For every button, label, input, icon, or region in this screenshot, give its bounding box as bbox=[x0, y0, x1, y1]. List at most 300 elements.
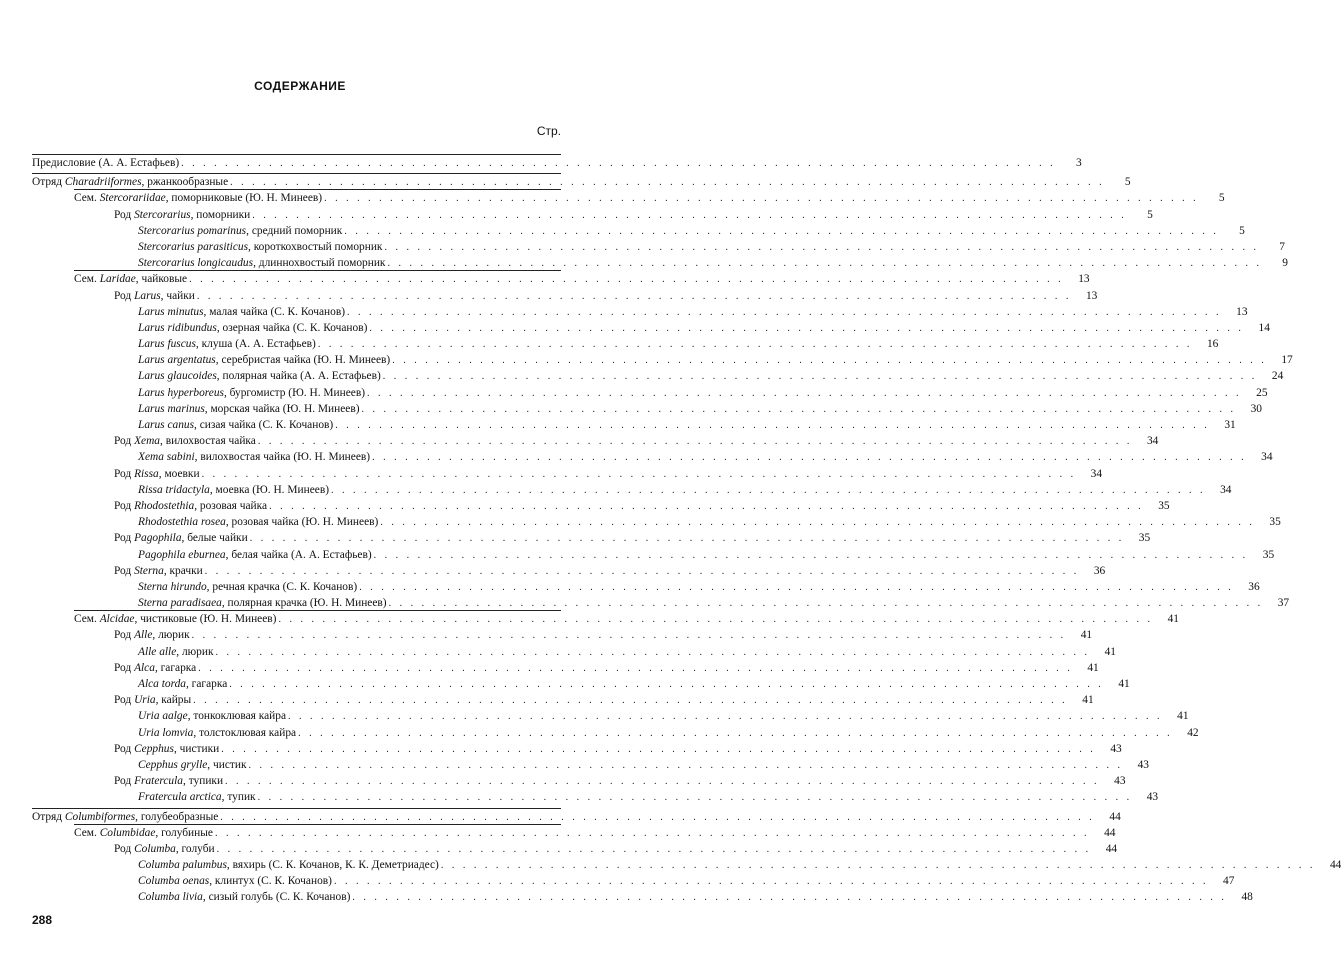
toc-page-number: 13 bbox=[1085, 289, 1098, 302]
toc-entry bbox=[114, 741, 1122, 757]
toc-entry-text: , серебристая чайка (Ю. Н. Минеев) bbox=[215, 354, 391, 367]
toc-entry bbox=[138, 482, 1232, 498]
page-column-header: Стр. bbox=[536, 124, 561, 138]
toc-entry-taxon: Columbiformes bbox=[64, 810, 136, 823]
toc-entry-title bbox=[74, 611, 278, 627]
toc-entry-taxon: Columba bbox=[134, 842, 176, 855]
toc-leader-dots: . . . . . . . . . . . . . . . . . . . . . . . . . . . . . . . . . . . . . . . . . . . . . . . . . . . . . . . . . . . . . . . . . . . . . . . . . . . . . . . . bbox=[347, 306, 1222, 318]
toc-row bbox=[0, 304, 1248, 320]
toc-entry-taxon: Larus fuscus bbox=[138, 338, 196, 351]
toc-page-number: 42 bbox=[1187, 726, 1199, 739]
toc-entry-text: , полярная крачка (Ю. Н. Минеев) bbox=[221, 597, 387, 610]
toc-page-number: 5 bbox=[1218, 192, 1225, 205]
toc-page-number: 43 bbox=[1114, 775, 1126, 788]
toc-entry-text: , вилохвостая чайка (Ю. Н. Минеев) bbox=[194, 451, 371, 464]
toc-entry-prefix: Отряд bbox=[32, 176, 65, 189]
toc-entry bbox=[114, 660, 1099, 676]
toc-entry-title bbox=[114, 498, 269, 514]
toc-entry-taxon: Larus canus bbox=[138, 419, 195, 431]
toc-entry-text: , озерная чайка (С. К. Кочанов) bbox=[216, 321, 368, 334]
toc-row bbox=[0, 841, 1118, 857]
toc-entry-taxon: Fratercula bbox=[134, 775, 183, 788]
toc-entry-taxon: Xema sabini bbox=[138, 451, 195, 464]
toc-entry bbox=[138, 547, 1275, 563]
toc-entry-text: , поморники bbox=[190, 208, 251, 221]
toc-page-number: 47 bbox=[1223, 875, 1235, 888]
toc-entry-taxon: Larus ridibundus bbox=[138, 321, 217, 334]
table-of-contents bbox=[0, 155, 1341, 906]
toc-leader-dots: . . . . . . . . . . . . . . . . . . . . . . . . . . . . . . . . . . . . . . . . . . . . . . . . . . . . . . . . . . . . . . . . . . . . . . . . . . . . . . . . bbox=[373, 549, 1249, 561]
toc-entry bbox=[138, 255, 1288, 271]
toc-entry-text: , клуша (А. А. Естафьев) bbox=[195, 338, 316, 351]
toc-divider bbox=[74, 189, 561, 190]
toc-leader-dots: . . . . . . . . . . . . . . . . . . . . . . . . . . . . . . . . . . . . . . . . . . . . . . . . . . . . . . . . . . . . . . . . . . . . . . . . . . . . . . . . bbox=[382, 371, 1258, 383]
toc-entry bbox=[114, 433, 1159, 449]
toc-entry-text: , малая чайка (С. К. Кочанов) bbox=[203, 305, 346, 318]
toc-entry-prefix: Род bbox=[114, 467, 135, 480]
toc-entry-taxon: Pagophila bbox=[134, 532, 182, 545]
toc-entry-taxon: Rhodostethia rosea bbox=[138, 516, 226, 529]
toc-leader-dots: . . . . . . . . . . . . . . . . . . . . . . . . . . . . . . . . . . . . . . . . . . . . . . . . . . . . . . . . . . . . . . . . . . . . . . . . . . . . . . . . bbox=[216, 843, 1092, 855]
toc-entry-prefix: Род bbox=[114, 661, 135, 674]
toc-page-number: 41 bbox=[1118, 678, 1130, 690]
toc-entry-text: , ржанкообразные bbox=[141, 176, 229, 189]
toc-leader-dots: . . . . . . . . . . . . . . . . . . . . . . . . . . . . . . . . . . . . . . . . . . . . . . . . . . . . . . . . . . . . . . . . . . . . . . . . . . . . . . . . bbox=[181, 158, 1056, 169]
toc-divider bbox=[32, 808, 561, 809]
toc-entry bbox=[32, 155, 1082, 171]
toc-leader-dots: . . . . . . . . . . . . . . . . . . . . . . . . . . . . . . . . . . . . . . . . . . . . . . . . . . . . . . . . . . . . . . . . . . . . . . . . . . . . . . . . bbox=[220, 811, 1095, 823]
toc-entry bbox=[138, 368, 1284, 384]
toc-entry bbox=[138, 304, 1248, 320]
toc-entry-prefix: Род bbox=[114, 499, 135, 512]
toc-entry-prefix: Род bbox=[114, 289, 135, 302]
toc-entry bbox=[138, 789, 1159, 805]
toc-page-number: 5 bbox=[1124, 176, 1131, 189]
toc-entry-prefix: Род bbox=[114, 842, 135, 855]
toc-entry-title bbox=[138, 514, 380, 530]
toc-page-number: 13 bbox=[1236, 305, 1248, 318]
toc-entry bbox=[114, 773, 1126, 789]
toc-leader-dots: . . . . . . . . . . . . . . . . . . . . . . . . . . . . . . . . . . . . . . . . . . . . . . . . . . . . . . . . . . . . . . . . . . . . . . . . . . . . . . . . bbox=[221, 743, 1096, 755]
toc-entry-title bbox=[138, 708, 288, 724]
toc-entry-title bbox=[138, 223, 344, 239]
toc-entry-title bbox=[138, 255, 387, 271]
toc-entry-prefix: Род bbox=[114, 564, 135, 577]
toc-row bbox=[0, 433, 1159, 449]
toc-entry-text: , клинтух (С. К. Кочанов) bbox=[209, 875, 332, 888]
toc-page-number: 35 bbox=[1138, 532, 1151, 545]
toc-entry-text: , сизая чайка (С. К. Кочанов) bbox=[194, 419, 334, 431]
toc-row bbox=[0, 873, 1235, 889]
toc-entry-text: , речная крачка (С. К. Кочанов) bbox=[206, 580, 358, 593]
toc-leader-dots: . . . . . . . . . . . . . . . . . . . . . . . . . . . . . . . . . . . . . . . . . . . . . . . . . . . . . . . . . . . . . . . . . . . . . . . . . . . . . . . . bbox=[367, 387, 1242, 399]
toc-entry-text: , вяхирь (С. К. Кочанов, К. К. Деметриадес) bbox=[226, 859, 439, 872]
toc-row bbox=[0, 595, 1290, 611]
toc-entry-title bbox=[32, 155, 181, 171]
toc-row bbox=[0, 401, 1262, 417]
toc-row bbox=[0, 611, 1179, 627]
toc-leader-dots: . . . . . . . . . . . . . . . . . . . . . . . . . . . . . . . . . . . . . . . . . . . . . . . . . . . . . . . . . . . . . . . . . . . . . . . . . . . . . . . . bbox=[249, 533, 1125, 545]
toc-entry bbox=[138, 336, 1219, 352]
toc-entry-taxon: Alle bbox=[134, 629, 153, 642]
toc-entry-taxon: Larus hyperboreus bbox=[138, 386, 224, 399]
toc-entry-taxon: Alle alle bbox=[138, 645, 177, 658]
toc-entry-text: , чистик bbox=[207, 758, 247, 771]
toc-entry-prefix: Сем. bbox=[74, 273, 100, 286]
toc-row bbox=[0, 385, 1268, 401]
toc-entry-title bbox=[138, 385, 367, 401]
toc-entry-text: , чайки bbox=[160, 289, 195, 302]
toc-leader-dots: . . . . . . . . . . . . . . . . . . . . . . . . . . . . . . . . . . . . . . . . . . . . . . . . . . . . . . . . . . . . . . . . . . . . . . . . . . . . . . . . bbox=[372, 452, 1247, 464]
toc-row bbox=[0, 255, 1288, 271]
toc-entry-title bbox=[138, 857, 441, 873]
toc-entry-title bbox=[114, 563, 205, 579]
toc-row bbox=[0, 207, 1153, 223]
toc-entry-taxon: Laridae bbox=[99, 273, 136, 286]
toc-entry-text: , короткохвостый поморник bbox=[248, 240, 383, 253]
toc-leader-dots: . . . . . . . . . . . . . . . . . . . . . . . . . . . . . . . . . . . . . . . . . . . . . . . . . . . . . . . . . . . . . . . . . . . . . . . . . . . . . . . . bbox=[214, 827, 1090, 839]
toc-leader-dots: . . . . . . . . . . . . . . . . . . . . . . . . . . . . . . . . . . . . . . . . . . . . . . . . . . . . . . . . . . . . . . . . . . . . . . . . . . . . . . . . bbox=[278, 614, 1153, 626]
toc-entry-text: , чайковые bbox=[135, 273, 188, 286]
toc-entry-title bbox=[74, 190, 324, 206]
toc-entry-text: , розовая чайка bbox=[194, 499, 268, 512]
toc-page-number: 44 bbox=[1329, 859, 1341, 872]
toc-entry bbox=[114, 563, 1106, 579]
toc-entry bbox=[138, 223, 1245, 239]
toc-row bbox=[0, 271, 1090, 287]
toc-page-number: 5 bbox=[1147, 208, 1153, 221]
toc-entry-title bbox=[138, 482, 331, 498]
toc-entry-title bbox=[74, 271, 189, 287]
toc-entry-title bbox=[114, 433, 258, 449]
toc-row bbox=[0, 660, 1099, 676]
toc-entry-text: , средний поморник bbox=[246, 224, 343, 237]
toc-entry-text: , вилохвостая чайка bbox=[160, 435, 256, 448]
toc-entry-taxon: Columba palumbus bbox=[138, 859, 227, 872]
toc-entry bbox=[138, 352, 1293, 368]
toc-leader-dots: . . . . . . . . . . . . . . . . . . . . . . . . . . . . . . . . . . . . . . . . . . . . . . . . . . . . . . . . . . . . . . . . . . . . . . . . . . . . . . . . bbox=[359, 581, 1234, 593]
toc-row bbox=[0, 320, 1270, 336]
toc-entry-title bbox=[138, 239, 384, 255]
toc-entry-text: , полярная чайка (А. А. Естафьев) bbox=[216, 370, 381, 383]
toc-entry-title bbox=[114, 466, 202, 482]
toc-leader-dots: . . . . . . . . . . . . . . . . . . . . . . . . . . . . . . . . . . . . . . . . . . . . . . . . . . . . . . . . . . . . . . . . . . . . . . . . . . . . . . . . bbox=[257, 436, 1133, 448]
toc-page-number: 44 bbox=[1109, 810, 1121, 823]
toc-entry-taxon: Xema bbox=[134, 435, 160, 448]
toc-row bbox=[0, 676, 1130, 692]
toc-leader-dots: . . . . . . . . . . . . . . . . . . . . . . . . . . . . . . . . . . . . . . . . . . . . . . . . . . . . . . . . . . . . . . . . . . . . . . . . . . . . . . . . bbox=[193, 695, 1068, 707]
toc-leader-dots: . . . . . . . . . . . . . . . . . . . . . . . . . . . . . . . . . . . . . . . . . . . . . . . . . . . . . . . . . . . . . . . . . . . . . . . . . . . . . . . . bbox=[361, 403, 1236, 415]
toc-leader-dots: . . . . . . . . . . . . . . . . . . . . . . . . . . . . . . . . . . . . . . . . . . . . . . . . . . . . . . . . . . . . . . . . . . . . . . . . . . . . . . . . bbox=[380, 517, 1255, 529]
toc-entry-title bbox=[138, 789, 258, 805]
toc-entry-title bbox=[114, 627, 192, 643]
toc-leader-dots: . . . . . . . . . . . . . . . . . . . . . . . . . . . . . . . . . . . . . . . . . . . . . . . . . . . . . . . . . . . . . . . . . . . . . . . . . . . . . . . . bbox=[324, 193, 1199, 205]
toc-entry bbox=[74, 190, 1225, 206]
toc-entry-taxon: Alca bbox=[134, 661, 155, 674]
toc-entry-taxon: Charadriiformes bbox=[64, 176, 142, 189]
toc-page-number: 41 bbox=[1087, 661, 1099, 674]
toc-entry-prefix: Отряд bbox=[32, 810, 65, 823]
toc-entry-taxon: Stercorarius longicaudus bbox=[138, 257, 254, 270]
toc-row bbox=[0, 757, 1149, 773]
toc-entry-title bbox=[138, 579, 359, 595]
toc-entry-title bbox=[138, 368, 383, 384]
toc-entry-taxon: Stercorarius bbox=[134, 208, 191, 221]
toc-entry-taxon: Sterna hirundo bbox=[138, 580, 207, 593]
toc-entry-taxon: Stercorariidae bbox=[99, 192, 166, 205]
toc-entry bbox=[138, 857, 1341, 873]
toc-entry-title bbox=[114, 773, 225, 789]
toc-leader-dots: . . . . . . . . . . . . . . . . . . . . . . . . . . . . . . . . . . . . . . . . . . . . . . . . . . . . . . . . . . . . . . . . . . . . . . . . . . . . . . . . bbox=[204, 565, 1080, 577]
toc-entry-title bbox=[138, 336, 318, 352]
toc-page-number: 44 bbox=[1105, 842, 1118, 855]
toc-entry-title bbox=[114, 841, 217, 857]
toc-page-number: 13 bbox=[1078, 273, 1090, 286]
toc-entry-taxon: Columba oenas bbox=[138, 875, 210, 888]
toc-entry-text: , гагарка bbox=[154, 661, 197, 674]
toc-row bbox=[0, 239, 1285, 255]
toc-leader-dots: . . . . . . . . . . . . . . . . . . . . . . . . . . . . . . . . . . . . . . . . . . . . . . . . . . . . . . . . . . . . . . . . . . . . . . . . . . . . . . . . bbox=[288, 711, 1163, 723]
toc-entry bbox=[114, 841, 1118, 857]
page-number: 288 bbox=[32, 913, 53, 927]
toc-row bbox=[0, 579, 1260, 595]
toc-entry-text: , розовая чайка (Ю. Н. Минеев) bbox=[225, 516, 379, 529]
toc-entry-taxon: Larus marinus bbox=[138, 402, 205, 415]
toc-entry bbox=[74, 825, 1116, 841]
toc-leader-dots: . . . . . . . . . . . . . . . . . . . . . . . . . . . . . . . . . . . . . . . . . . . . . . . . . . . . . . . . . . . . . . . . . . . . . . . . . . . . . . . . bbox=[189, 274, 1064, 286]
toc-entry-title bbox=[138, 547, 374, 563]
toc-entry-title bbox=[138, 304, 347, 320]
toc-row bbox=[0, 741, 1122, 757]
toc-page-number: 48 bbox=[1241, 891, 1253, 904]
toc-row bbox=[0, 773, 1126, 789]
toc-page-number: 25 bbox=[1256, 386, 1268, 399]
toc-entry-taxon: Larus argentatus bbox=[138, 354, 216, 367]
toc-row bbox=[0, 174, 1131, 190]
toc-leader-dots: . . . . . . . . . . . . . . . . . . . . . . . . . . . . . . . . . . . . . . . . . . . . . . . . . . . . . . . . . . . . . . . . . . . . . . . . . . . . . . . . bbox=[344, 225, 1219, 237]
toc-entry-taxon: Rissa tridactyla bbox=[138, 483, 210, 496]
toc-entry-prefix: Род bbox=[114, 742, 135, 755]
toc-leader-dots: . . . . . . . . . . . . . . . . . . . . . . . . . . . . . . . . . . . . . . . . . . . . . . . . . . . . . . . . . . . . . . . . . . . . . . . . . . . . . . . . bbox=[335, 420, 1210, 431]
toc-page-number: 41 bbox=[1167, 613, 1179, 626]
toc-leader-dots: . . . . . . . . . . . . . . . . . . . . . . . . . . . . . . . . . . . . . . . . . . . . . . . . . . . . . . . . . . . . . . . . . . . . . . . . . . . . . . . . bbox=[331, 484, 1206, 496]
toc-divider bbox=[32, 154, 561, 155]
toc-page-number: 34 bbox=[1090, 467, 1103, 480]
toc-entry-text: , моевка (Ю. Н. Минеев) bbox=[209, 483, 329, 496]
toc-entry bbox=[138, 239, 1285, 255]
toc-leader-dots: . . . . . . . . . . . . . . . . . . . . . . . . . . . . . . . . . . . . . . . . . . . . . . . . . . . . . . . . . . . . . . . . . . . . . . . . . . . . . . . . bbox=[369, 322, 1244, 334]
toc-entry-prefix: Сем. bbox=[74, 192, 100, 205]
toc-row bbox=[0, 155, 1082, 171]
toc-entry-title bbox=[138, 417, 335, 433]
toc-leader-dots: . . . . . . . . . . . . . . . . . . . . . . . . . . . . . . . . . . . . . . . . . . . . . . . . . . . . . . . . . . . . . . . . . . . . . . . . . . . . . . . . bbox=[388, 598, 1264, 610]
page-title: СОДЕРЖАНИЕ bbox=[254, 79, 346, 93]
toc-leader-dots: . . . . . . . . . . . . . . . . . . . . . . . . . . . . . . . . . . . . . . . . . . . . . . . . . . . . . . . . . . . . . . . . . . . . . . . . . . . . . . . . bbox=[198, 662, 1073, 674]
toc-entry-taxon: Uria aalge bbox=[138, 710, 188, 723]
toc-row bbox=[0, 857, 1341, 873]
toc-entry bbox=[114, 207, 1153, 223]
toc-entry-taxon: Stercorarius pomarinus bbox=[138, 224, 247, 237]
toc-entry-title bbox=[138, 889, 352, 905]
toc-entry-text: , белая чайка (А. А. Естафьев) bbox=[225, 548, 372, 561]
toc-entry-taxon: Sterna bbox=[134, 564, 164, 577]
toc-page-number: 14 bbox=[1258, 321, 1270, 334]
toc-entry-taxon: Uria bbox=[134, 694, 156, 707]
toc-page-number: 43 bbox=[1137, 758, 1149, 771]
toc-row bbox=[0, 498, 1170, 514]
toc-row bbox=[0, 627, 1093, 643]
toc-entry-taxon: Uria lomvia bbox=[138, 726, 194, 739]
toc-page-number: 41 bbox=[1104, 645, 1116, 658]
toc-entry-title bbox=[138, 725, 298, 741]
toc-page-number: 36 bbox=[1093, 564, 1106, 577]
toc-entry-taxon: Rissa bbox=[134, 467, 159, 480]
toc-entry bbox=[32, 174, 1131, 190]
toc-entry-taxon: Larus minutus bbox=[138, 305, 204, 318]
toc-page-number: 43 bbox=[1110, 742, 1122, 755]
toc-row bbox=[0, 825, 1116, 841]
toc-entry-taxon: Stercorarius parasiticus bbox=[138, 240, 249, 253]
toc-entry bbox=[138, 320, 1270, 336]
toc-row bbox=[0, 190, 1225, 206]
toc-row bbox=[0, 514, 1281, 530]
toc-page-number: 36 bbox=[1248, 580, 1260, 593]
toc-entry-title bbox=[138, 757, 248, 773]
toc-row bbox=[0, 889, 1253, 905]
toc-entry bbox=[114, 627, 1093, 643]
toc-entry-title bbox=[32, 174, 230, 190]
toc-entry-text: , толстоклювая кайра bbox=[193, 726, 297, 739]
toc-row bbox=[0, 692, 1094, 708]
toc-row bbox=[0, 708, 1189, 724]
toc-entry-text: , голубеобразные bbox=[135, 810, 219, 823]
toc-entry-text: , сизый голубь (С. К. Кочанов) bbox=[202, 891, 351, 904]
toc-row bbox=[0, 789, 1159, 805]
toc-entry-text: , голубиные bbox=[155, 826, 213, 839]
toc-leader-dots: . . . . . . . . . . . . . . . . . . . . . . . . . . . . . . . . . . . . . . . . . . . . . . . . . . . . . . . . . . . . . . . . . . . . . . . . . . . . . . . . bbox=[230, 177, 1105, 189]
toc-row bbox=[0, 288, 1098, 304]
toc-leader-dots: . . . . . . . . . . . . . . . . . . . . . . . . . . . . . . . . . . . . . . . . . . . . . . . . . . . . . . . . . . . . . . . . . . . . . . . . . . . . . . . . bbox=[269, 500, 1144, 512]
toc-page-number: 41 bbox=[1082, 694, 1094, 707]
toc-entry-taxon: Sterna paradisaea bbox=[138, 597, 222, 610]
toc-entry bbox=[138, 401, 1262, 417]
toc-row bbox=[0, 352, 1293, 368]
toc-entry-title bbox=[114, 692, 193, 708]
toc-entry-title bbox=[138, 352, 392, 368]
toc-entry bbox=[138, 417, 1236, 433]
toc-leader-dots: . . . . . . . . . . . . . . . . . . . . . . . . . . . . . . . . . . . . . . . . . . . . . . . . . . . . . . . . . . . . . . . . . . . . . . . . . . . . . . . . bbox=[352, 892, 1227, 904]
toc-entry-taxon: Cepphus grylle bbox=[138, 758, 208, 771]
toc-entry-title bbox=[114, 207, 252, 223]
toc-page-number: 41 bbox=[1080, 629, 1093, 642]
toc-entry-taxon: Fratercula arctica bbox=[138, 791, 222, 804]
toc-entry-title bbox=[138, 449, 372, 465]
toc-row bbox=[0, 449, 1273, 465]
toc-entry-prefix: Род bbox=[114, 629, 135, 642]
toc-entry-text: , тонкоклювая кайра bbox=[187, 710, 287, 723]
toc-entry-text: , бургомистр (Ю. Н. Минеев) bbox=[223, 386, 366, 399]
toc-leader-dots: . . . . . . . . . . . . . . . . . . . . . . . . . . . . . . . . . . . . . . . . . . . . . . . . . . . . . . . . . . . . . . . . . . . . . . . . . . . . . . . . bbox=[317, 339, 1193, 351]
toc-row bbox=[0, 725, 1199, 741]
toc-entry-text: , чистиковые (Ю. Н. Минеев) bbox=[134, 613, 277, 626]
toc-entry-text: , чистики bbox=[173, 742, 220, 755]
toc-entry-taxon: Cepphus bbox=[134, 742, 174, 755]
toc-leader-dots: . . . . . . . . . . . . . . . . . . . . . . . . . . . . . . . . . . . . . . . . . . . . . . . . . . . . . . . . . . . . . . . . . . . . . . . . . . . . . . . . bbox=[257, 792, 1133, 804]
toc-entry bbox=[138, 725, 1199, 741]
toc-leader-dots: . . . . . . . . . . . . . . . . . . . . . . . . . . . . . . . . . . . . . . . . . . . . . . . . . . . . . . . . . . . . . . . . . . . . . . . . . . . . . . . . bbox=[196, 290, 1072, 302]
toc-page-number: 41 bbox=[1177, 710, 1189, 723]
toc-row bbox=[0, 466, 1103, 482]
toc-row bbox=[0, 368, 1284, 384]
toc-entry bbox=[114, 288, 1098, 304]
toc-entry-title bbox=[138, 676, 229, 692]
toc-entry bbox=[138, 514, 1281, 530]
toc-page-number: 37 bbox=[1277, 597, 1290, 610]
toc-leader-dots: . . . . . . . . . . . . . . . . . . . . . . . . . . . . . . . . . . . . . . . . . . . . . . . . . . . . . . . . . . . . . . . . . . . . . . . . . . . . . . . . bbox=[191, 630, 1067, 642]
toc-entry-text: , длиннохвостый поморник bbox=[253, 257, 386, 270]
toc-entry bbox=[138, 873, 1235, 889]
toc-entry-title bbox=[74, 825, 215, 841]
toc-entry bbox=[74, 611, 1179, 627]
toc-entry-prefix: Род bbox=[114, 694, 135, 707]
toc-row bbox=[0, 530, 1151, 546]
toc-page-number: 35 bbox=[1269, 516, 1281, 529]
toc-entry-prefix: Род bbox=[114, 532, 135, 545]
toc-page-number: 17 bbox=[1281, 354, 1293, 367]
toc-entry-title bbox=[114, 530, 250, 546]
toc-entry-title bbox=[114, 741, 221, 757]
toc-entry bbox=[114, 692, 1094, 708]
toc-entry-text: , моевки bbox=[158, 467, 200, 480]
toc-entry bbox=[138, 889, 1253, 905]
toc-entry bbox=[138, 644, 1116, 660]
toc-leader-dots: . . . . . . . . . . . . . . . . . . . . . . . . . . . . . . . . . . . . . . . . . . . . . . . . . . . . . . . . . . . . . . . . . . . . . . . . . . . . . . . . bbox=[392, 355, 1267, 367]
toc-row bbox=[0, 644, 1116, 660]
toc-page-number: 35 bbox=[1262, 548, 1275, 561]
toc-entry-text: , тупик bbox=[221, 791, 256, 804]
toc-entry bbox=[138, 595, 1290, 611]
toc-leader-dots: . . . . . . . . . . . . . . . . . . . . . . . . . . . . . . . . . . . . . . . . . . . . . . . . . . . . . . . . . . . . . . . . . . . . . . . . . . . . . . . . bbox=[201, 468, 1077, 480]
toc-row bbox=[0, 482, 1232, 498]
toc-entry-text: , люрик bbox=[152, 629, 190, 642]
toc-entry bbox=[138, 757, 1149, 773]
toc-entry-taxon: Larus bbox=[134, 289, 161, 302]
toc-entry-prefix: Сем. bbox=[74, 613, 100, 626]
toc-entry-prefix: Род bbox=[114, 208, 135, 221]
toc-entry-text: , белые чайки bbox=[181, 532, 248, 545]
toc-page-number: 43 bbox=[1146, 791, 1159, 804]
toc-entry-title bbox=[114, 288, 197, 304]
toc-entry bbox=[114, 498, 1170, 514]
toc-page-number: 9 bbox=[1282, 257, 1288, 270]
toc-entry-title bbox=[114, 660, 198, 676]
toc-entry bbox=[138, 676, 1130, 692]
toc-entry bbox=[32, 809, 1121, 825]
toc-leader-dots: . . . . . . . . . . . . . . . . . . . . . . . . . . . . . . . . . . . . . . . . . . . . . . . . . . . . . . . . . . . . . . . . . . . . . . . . . . . . . . . . bbox=[225, 776, 1100, 788]
toc-page-number: 35 bbox=[1158, 499, 1170, 512]
toc-entry-taxon: Larus glaucoides bbox=[138, 370, 217, 383]
toc-row bbox=[0, 547, 1275, 563]
toc-entry-title bbox=[138, 401, 362, 417]
toc-entry bbox=[74, 271, 1090, 287]
toc-entry bbox=[114, 466, 1103, 482]
toc-page-number: 44 bbox=[1104, 826, 1116, 839]
toc-entry-taxon: Pagophila eburnea bbox=[138, 548, 226, 561]
toc-leader-dots: . . . . . . . . . . . . . . . . . . . . . . . . . . . . . . . . . . . . . . . . . . . . . . . . . . . . . . . . . . . . . . . . . . . . . . . . . . . . . . . . bbox=[384, 241, 1259, 253]
toc-page-number: 5 bbox=[1239, 224, 1245, 237]
toc-entry-text: , поморниковые (Ю. Н. Минеев) bbox=[165, 192, 323, 205]
toc-entry bbox=[138, 579, 1260, 595]
